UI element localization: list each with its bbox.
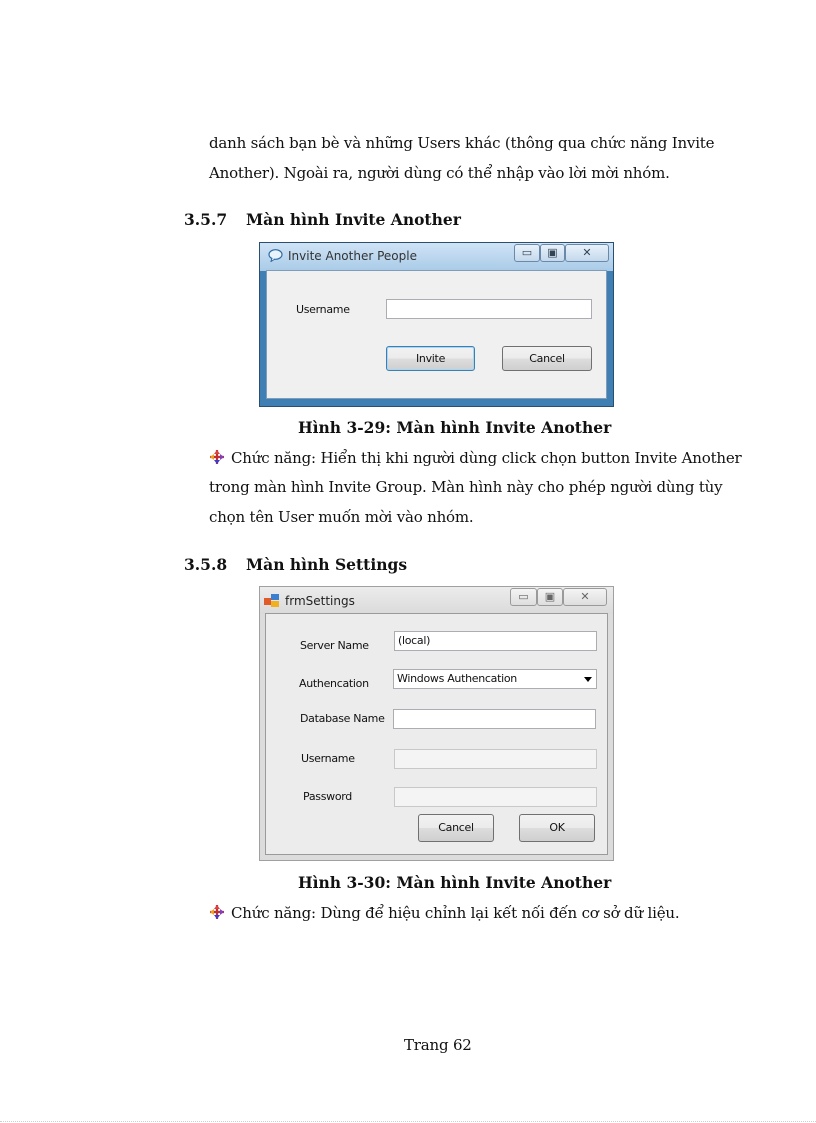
server-name-label: Server Name xyxy=(300,639,369,652)
chat-bubble-icon xyxy=(268,249,283,262)
authencation-label: Authencation xyxy=(299,677,369,690)
server-name-input[interactable]: (local) xyxy=(394,631,597,651)
chevron-down-icon[interactable] xyxy=(584,677,592,682)
section-3-5-8-number: 3.5.8 xyxy=(184,555,228,574)
figure-caption-3-29: Hình 3-29: Màn hình Invite Another xyxy=(298,418,612,437)
desc-3-29-line-2: trong màn hình Invite Group. Màn hình này cho phép người dùng tùy xyxy=(209,478,723,496)
invite-window-titlebar xyxy=(260,243,613,271)
intro-line-1: danh sách bạn bè và những Users khác (thông qua chức năng Invite xyxy=(209,134,715,152)
desc-3-30-line xyxy=(209,904,679,921)
username-label: Username xyxy=(301,752,355,765)
cancel-button[interactable]: Cancel xyxy=(502,346,592,371)
password-input[interactable] xyxy=(394,787,597,807)
invite-another-window xyxy=(259,242,614,407)
arrow-bullet-icon xyxy=(209,904,225,920)
database-name-input[interactable] xyxy=(393,709,596,729)
invite-window-client xyxy=(266,270,607,399)
database-name-label: Database Name xyxy=(300,712,385,725)
page-number: Trang 62 xyxy=(404,1036,472,1054)
settings-window-client xyxy=(265,613,608,855)
settings-window-titlebar xyxy=(260,587,613,614)
page-bottom-rule xyxy=(0,1121,816,1122)
invite-button[interactable]: Invite xyxy=(386,346,475,371)
section-3-5-8-title: Màn hình Settings xyxy=(246,555,408,574)
maximize-button[interactable]: ▣ xyxy=(540,244,565,262)
desc-3-30-text: Chức năng: Dùng để hiệu chỉnh lại kết nối đến cơ sở dữ liệu. xyxy=(231,904,680,922)
maximize-button[interactable]: ▣ xyxy=(537,588,563,606)
close-button[interactable]: ✕ xyxy=(563,588,607,606)
username-input[interactable] xyxy=(386,299,592,319)
authencation-select[interactable] xyxy=(393,669,597,689)
section-3-5-7-number: 3.5.7 xyxy=(184,210,228,229)
section-3-5-7-title: Màn hình Invite Another xyxy=(246,210,461,229)
close-button[interactable]: ✕ xyxy=(565,244,609,262)
cancel-button[interactable]: Cancel xyxy=(418,814,494,842)
intro-line-2: Another). Ngoài ra, người dùng có thể nhập vào lời mời nhóm. xyxy=(209,164,670,182)
authencation-selected-value: Windows Authencation xyxy=(397,672,517,685)
username-input[interactable] xyxy=(394,749,597,769)
username-label: Username xyxy=(296,303,350,316)
desc-3-29-text-1: Chức năng: Hiển thị khi người dùng click chọn button Invite Another xyxy=(231,449,742,467)
desc-3-29-line-1 xyxy=(209,449,742,466)
settings-window-title: frmSettings xyxy=(285,594,355,608)
minimize-button[interactable]: ▭ xyxy=(510,588,537,606)
figure-caption-3-30: Hình 3-30: Màn hình Invite Another xyxy=(298,873,612,892)
form-icon xyxy=(264,594,280,608)
minimize-button[interactable]: ▭ xyxy=(514,244,540,262)
ok-button[interactable]: OK xyxy=(519,814,595,842)
settings-window xyxy=(259,586,614,861)
arrow-bullet-icon xyxy=(209,449,225,465)
invite-window-title: Invite Another People xyxy=(288,249,417,263)
desc-3-29-line-3: chọn tên User muốn mời vào nhóm. xyxy=(209,508,474,526)
password-label: Password xyxy=(303,790,352,803)
